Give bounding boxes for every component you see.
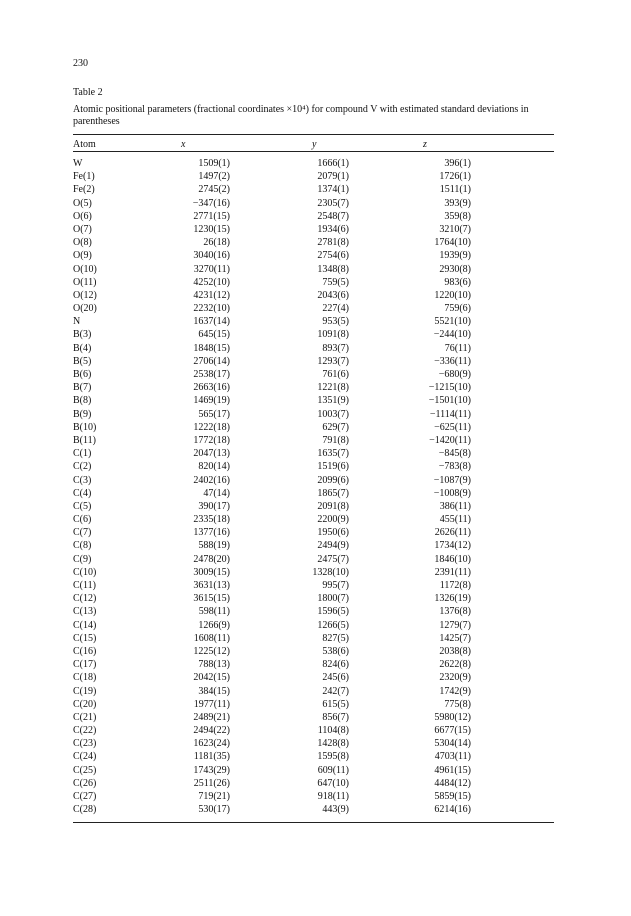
cell-atom: W [73,158,83,169]
cell-x: 1377(16) [193,527,230,539]
cell-atom: C(12) [73,593,97,605]
cell-atom: C(3) [73,474,92,486]
cell-y: 1635(7) [317,448,349,460]
cell-z: 775(8) [444,698,471,710]
table-row [73,737,554,750]
cell-y: 647(10) [317,777,349,789]
cell-z: 1939(9) [439,250,471,262]
cell-y: 791(8) [322,434,349,446]
table-row [73,355,554,368]
cell-x: 2489(21) [193,711,230,723]
cell-x: 2511(26) [193,777,230,789]
cell-atom: C(17) [73,659,97,671]
cell-x: 820(14) [198,461,230,473]
cell-x: 588(19) [198,540,230,552]
cell-z: 5521(10) [434,316,471,328]
cell-z: −1501(10) [428,395,471,407]
table-body [73,157,554,816]
cell-y: 1293(7) [317,355,349,367]
cell-x: 1222(18) [193,421,230,433]
table-row [73,764,554,777]
table-row [73,750,554,763]
cell-z: −1008(9) [433,487,471,499]
table-row [73,210,554,223]
cell-y: 824(6) [322,659,349,671]
table-caption: Atomic positional parameters (fractional coordinates ×10⁴) for compound V with estimated standard deviations in parentheses [73,104,529,127]
cell-atom: C(13) [73,606,97,618]
cell-z: −1215(10) [428,382,471,394]
cell-x: 1497(2) [198,171,230,183]
cell-atom: O(5) [73,197,92,209]
cell-z: 4484(12) [434,777,471,789]
cell-x: 598(11) [198,606,230,618]
cell-y: 2091(8) [317,500,349,512]
table-row [73,170,554,183]
cell-y: 2475(7) [317,553,349,565]
table-row [73,803,554,816]
cell-atom: C(5) [73,500,92,512]
cell-atom: C(4) [73,487,92,499]
table-row [73,236,554,249]
cell-y: 827(5) [322,632,349,644]
cell-z: 2320(9) [439,672,471,684]
cell-z: 1279(7) [439,619,471,631]
cell-atom: B(3) [73,329,92,341]
cell-x: 1772(18) [193,434,230,446]
cell-x: 2538(17) [193,369,230,380]
cell-y: 1800(7) [317,593,349,605]
cell-y: 1221(8) [317,382,349,394]
cell-y: 245(6) [322,672,349,684]
cell-atom: Fe(2) [73,184,95,196]
cell-atom: C(16) [73,645,97,657]
cell-atom: C(15) [73,632,97,644]
cell-atom: C(2) [73,461,92,473]
cell-y: 2305(7) [317,197,349,209]
cell-atom: C(28) [73,804,97,816]
cell-atom: B(5) [73,355,92,367]
column-header-atom: Atom [73,139,96,150]
cell-y: 1666(1) [317,158,349,169]
cell-x: 3631(13) [193,580,230,591]
table-row [73,157,554,170]
cell-atom: C(20) [73,698,97,710]
cell-y: 1428(8) [317,738,349,750]
cell-x: 1469(19) [193,395,230,407]
cell-y: 1596(5) [317,606,349,618]
cell-y: 1091(8) [317,329,349,341]
cell-atom: C(9) [73,553,92,565]
cell-y: 227(4) [322,303,349,315]
cell-z: 6677(15) [434,725,471,737]
table-row [73,698,554,711]
cell-x: 1977(11) [193,698,230,710]
table-row [73,724,554,737]
cell-z: 5859(15) [434,791,471,802]
table-row [73,249,554,262]
cell-z: 1764(10) [434,237,471,249]
cell-y: 918(11) [317,791,349,802]
cell-atom: O(12) [73,289,97,301]
table-row [73,777,554,790]
cell-y: 1950(6) [317,527,349,539]
cell-atom: O(20) [73,303,97,315]
cell-x: 1848(15) [193,342,230,354]
cell-x: 2745(2) [198,184,230,196]
table-row [73,328,554,341]
table-row [73,671,554,684]
cell-x: 1225(12) [193,645,230,657]
table-row [73,381,554,394]
cell-y: 609(11) [317,764,349,776]
cell-z: 1425(7) [439,632,471,644]
cell-y: 1374(1) [317,184,349,196]
cell-y: 2043(6) [317,289,349,301]
cell-atom: C(19) [73,685,97,697]
cell-y: 1328(10) [312,566,349,578]
cell-atom: C(26) [73,777,97,789]
cell-atom: C(14) [73,619,97,631]
cell-z: −1420(11) [429,434,471,446]
cell-x: 2494(22) [193,725,230,737]
cell-z: 455(11) [439,514,471,526]
cell-x: 1266(9) [198,619,230,631]
cell-atom: C(6) [73,514,92,526]
cell-z: 2622(8) [439,659,471,671]
cell-atom: C(25) [73,764,97,776]
table-row [73,183,554,196]
cell-x: 2335(18) [193,514,230,526]
cell-z: 6214(16) [434,804,471,816]
cell-x: 3040(16) [193,250,230,262]
cell-y: 1003(7) [317,408,349,420]
cell-atom: O(10) [73,263,97,275]
cell-y: 2200(9) [317,514,349,526]
cell-x: 1230(15) [193,223,230,235]
cell-atom: B(7) [73,382,92,394]
cell-y: 443(9) [322,804,349,816]
cell-z: 5980(12) [434,711,471,723]
cell-z: 2626(11) [434,527,471,539]
cell-atom: B(8) [73,395,92,407]
cell-y: 2079(1) [317,171,349,183]
cell-z: 76(11) [444,342,471,354]
cell-y: 893(7) [322,342,349,354]
cell-atom: B(9) [73,408,92,420]
cell-atom: C(1) [73,448,92,460]
cell-x: 384(15) [198,685,230,697]
cell-y: 242(7) [322,685,349,697]
cell-y: 1934(6) [317,223,349,235]
table-row [73,658,554,671]
cell-z: 1326(19) [434,593,471,605]
cell-z: 1742(9) [439,685,471,697]
cell-x: 1743(29) [193,764,230,776]
cell-y: 2781(8) [317,237,349,249]
cell-x: 3270(11) [193,263,230,275]
table-row [73,447,554,460]
cell-atom: C(27) [73,791,97,802]
cell-z: 359(8) [444,210,471,222]
table-row [73,289,554,302]
cell-y: 1595(8) [317,751,349,763]
cell-y: 1351(9) [317,395,349,407]
cell-x: 2663(16) [193,382,230,394]
cell-atom: C(21) [73,711,97,723]
cell-atom: B(11) [73,434,96,446]
cell-y: 1348(8) [317,263,349,275]
table-row [73,711,554,724]
cell-x: 26(18) [203,237,230,249]
table-row [73,632,554,645]
table-row [73,553,554,566]
cell-atom: C(23) [73,738,97,750]
table-row [73,263,554,276]
cell-z: 3210(7) [439,223,471,235]
table-row [73,276,554,289]
column-header-x: x [181,139,186,150]
cell-y: 2548(7) [317,210,349,222]
cell-y: 1104(8) [317,725,349,737]
cell-atom: O(8) [73,237,92,249]
cell-x: 3615(15) [193,593,230,605]
cell-atom: O(7) [73,223,92,235]
cell-y: 759(5) [322,276,349,288]
cell-y: 629(7) [322,421,349,433]
cell-z: 1220(10) [434,289,471,301]
cell-z: −625(11) [434,421,471,433]
cell-atom: C(8) [73,540,92,552]
cell-z: 386(11) [439,500,471,512]
cell-atom: O(6) [73,210,92,222]
cell-z: −783(8) [438,461,471,473]
cell-z: 1376(8) [439,606,471,618]
cell-atom: Fe(1) [73,171,95,183]
cell-z: −1114(11) [429,408,471,420]
table-row [73,408,554,421]
cell-z: −845(8) [438,448,471,460]
cell-z: 2038(8) [439,645,471,657]
cell-z: 4961(15) [434,764,471,776]
cell-y: 1865(7) [317,487,349,499]
table-header-rule [73,151,554,152]
cell-y: 2099(6) [317,474,349,486]
cell-x: 2047(13) [193,448,230,460]
cell-atom: O(11) [73,276,97,288]
cell-z: 393(9) [444,197,471,209]
table-top-rule [73,134,554,135]
cell-x: 1509(1) [198,158,230,169]
cell-z: 5304(14) [434,738,471,750]
table-row [73,685,554,698]
cell-atom: C(22) [73,725,97,737]
cell-z: −336(11) [434,355,471,367]
table-row [73,302,554,315]
table-row [73,645,554,658]
table-row [73,539,554,552]
table-label: Table 2 [73,87,103,98]
cell-atom: C(24) [73,751,97,763]
cell-atom: C(18) [73,672,97,684]
cell-x: 530(17) [198,804,230,816]
table-row [73,368,554,381]
cell-z: 2391(11) [434,566,471,578]
table-row [73,592,554,605]
cell-x: 2771(15) [193,210,230,222]
cell-y: 1266(5) [317,619,349,631]
cell-z: 1734(12) [434,540,471,552]
cell-x: 47(14) [203,487,230,499]
cell-x: 2478(20) [193,553,230,565]
table-row [73,434,554,447]
cell-x: 3009(15) [193,566,230,578]
table-bottom-rule [73,822,554,823]
cell-x: 1623(24) [193,738,230,750]
cell-atom: B(10) [73,421,97,433]
column-header-y: y [312,139,317,150]
cell-z: 1846(10) [434,553,471,565]
cell-atom: O(9) [73,250,92,262]
cell-z: 2930(8) [439,263,471,275]
cell-z: −680(9) [438,369,471,380]
cell-y: 761(6) [322,369,349,380]
table-row [73,460,554,473]
table-row [73,513,554,526]
cell-x: 2042(15) [193,672,230,684]
table-row [73,619,554,632]
cell-atom: C(7) [73,527,92,539]
cell-x: 4231(12) [193,289,230,301]
cell-x: 4252(10) [193,276,230,288]
cell-z: 1511(1) [439,184,471,196]
cell-z: 1726(1) [439,171,471,183]
table-row [73,566,554,579]
cell-z: −1087(9) [433,474,471,486]
cell-atom: C(10) [73,566,97,578]
column-header-z: z [423,139,427,150]
table-row [73,500,554,513]
cell-x: 645(15) [198,329,230,341]
cell-y: 2754(6) [317,250,349,262]
cell-x: 1608(11) [193,632,230,644]
cell-z: 983(6) [444,276,471,288]
cell-z: 1172(8) [439,580,471,591]
table-row [73,526,554,539]
cell-x: 1637(14) [193,316,230,328]
table-row [73,197,554,210]
table-row [73,474,554,487]
table-row [73,315,554,328]
table-row [73,790,554,803]
cell-x: 2706(14) [193,355,230,367]
cell-x: 2402(16) [193,474,230,486]
cell-z: −244(10) [433,329,471,341]
cell-atom: B(6) [73,369,92,380]
cell-atom: N [73,316,81,328]
cell-y: 953(5) [322,316,349,328]
cell-y: 856(7) [322,711,349,723]
cell-x: 390(17) [198,500,230,512]
cell-z: 4703(11) [434,751,471,763]
page-number: 230 [73,58,88,69]
cell-y: 1519(6) [317,461,349,473]
table-row [73,605,554,618]
table-row [73,342,554,355]
cell-x: −347(16) [192,197,230,209]
cell-x: 719(21) [198,791,230,802]
cell-y: 615(5) [322,698,349,710]
cell-atom: C(11) [73,580,96,591]
cell-x: 2232(10) [193,303,230,315]
table-row [73,579,554,592]
table-row [73,487,554,500]
cell-y: 995(7) [322,580,349,591]
table-row [73,421,554,434]
cell-y: 2494(9) [317,540,349,552]
table-row [73,394,554,407]
cell-y: 538(6) [322,645,349,657]
table-row [73,223,554,236]
cell-x: 1181(35) [193,751,230,763]
cell-x: 565(17) [198,408,230,420]
cell-x: 788(13) [198,659,230,671]
cell-atom: B(4) [73,342,92,354]
cell-z: 759(6) [444,303,471,315]
cell-z: 396(1) [444,158,471,169]
